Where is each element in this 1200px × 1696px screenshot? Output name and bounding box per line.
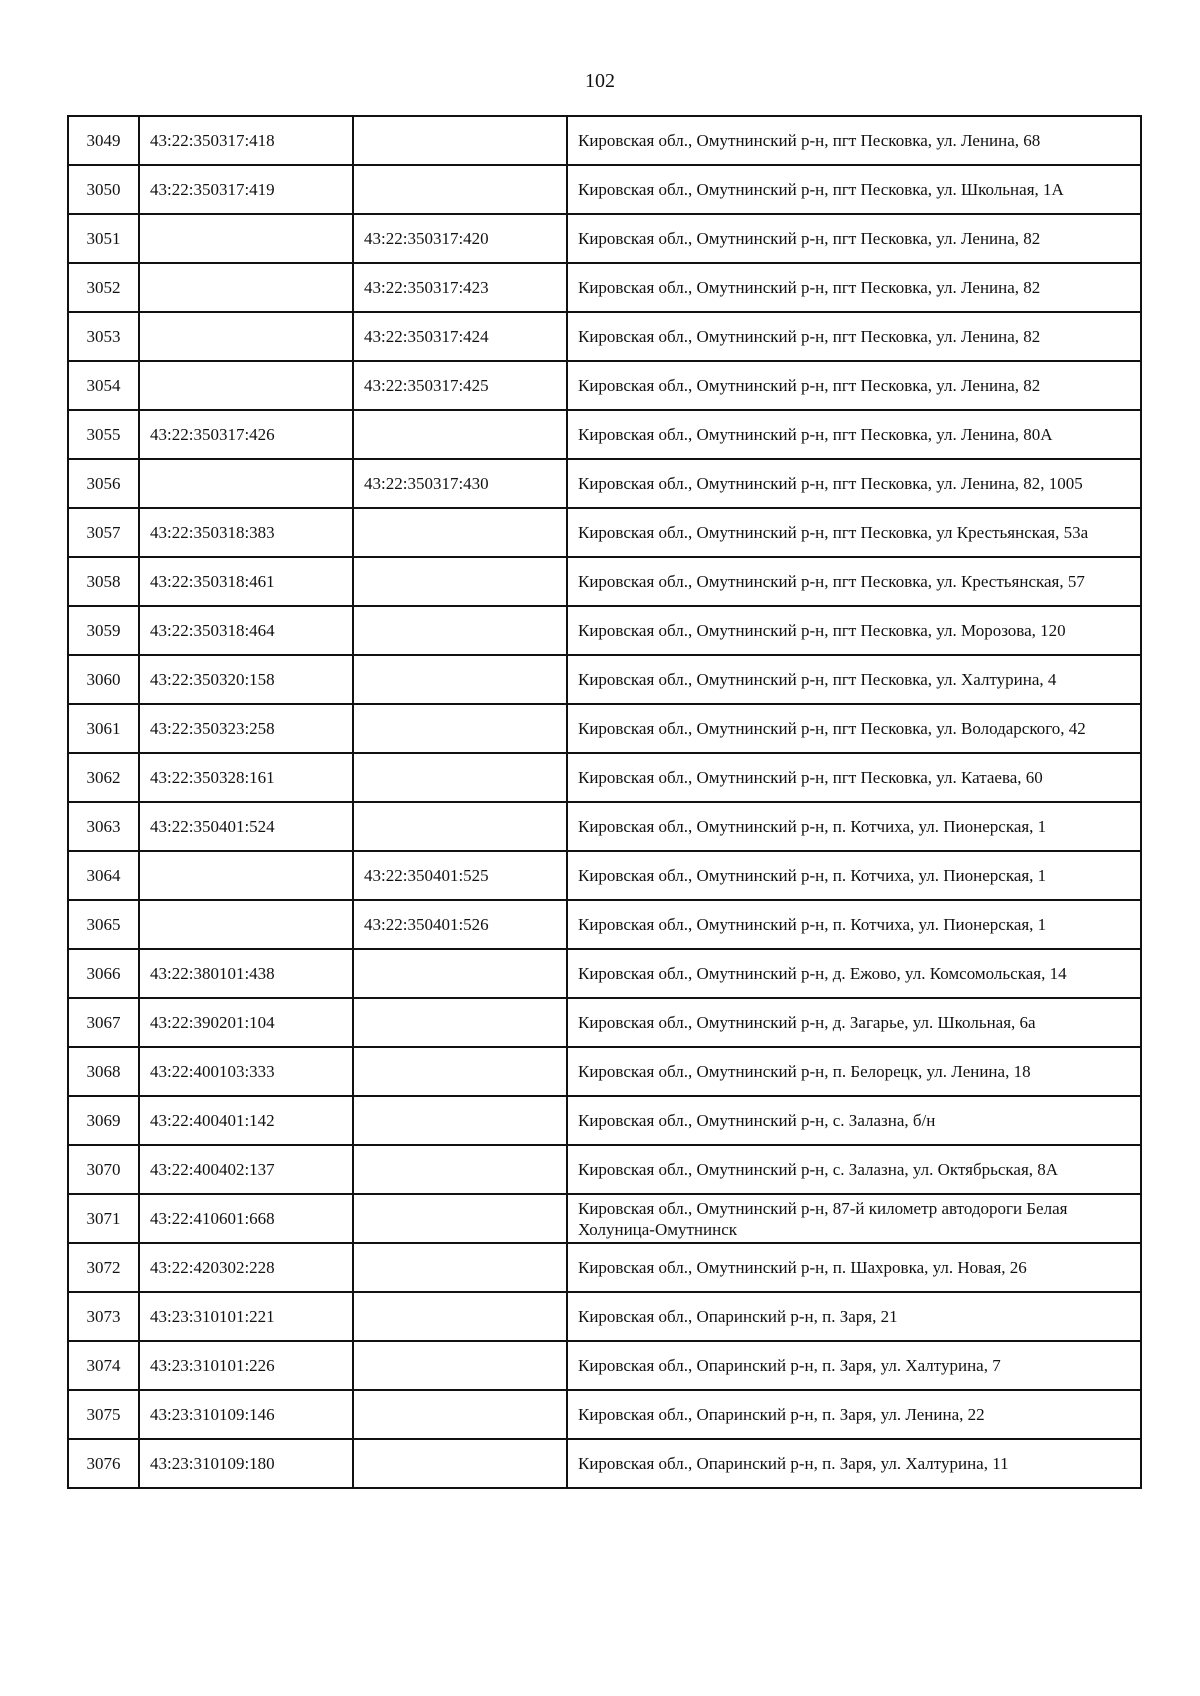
address-cell: Кировская обл., Омутнинский р-н, п. Шахровка, ул. Новая, 26 <box>567 1243 1141 1292</box>
row-number-cell: 3072 <box>68 1243 139 1292</box>
land-cadastral-number-cell: 43:22:350328:161 <box>139 753 353 802</box>
address-cell: Кировская обл., Опаринский р-н, п. Заря, ул. Ленина, 22 <box>567 1390 1141 1439</box>
address-cell: Кировская обл., Омутнинский р-н, д. Загарье, ул. Школьная, 6а <box>567 998 1141 1047</box>
row-number-cell: 3051 <box>68 214 139 263</box>
land-cadastral-number-cell <box>139 900 353 949</box>
land-cadastral-number-cell: 43:22:400103:333 <box>139 1047 353 1096</box>
row-number-cell: 3066 <box>68 949 139 998</box>
address-cell: Кировская обл., Омутнинский р-н, пгт Песковка, ул. Школьная, 1А <box>567 165 1141 214</box>
property-registry-table <box>67 115 1142 1489</box>
row-number-cell: 3059 <box>68 606 139 655</box>
row-number-cell: 3071 <box>68 1194 139 1243</box>
building-cadastral-number-cell <box>353 508 567 557</box>
address-cell: Кировская обл., Омутнинский р-н, пгт Песковка, ул. Морозова, 120 <box>567 606 1141 655</box>
building-cadastral-number-cell <box>353 802 567 851</box>
land-cadastral-number-cell: 43:22:350318:464 <box>139 606 353 655</box>
table-row <box>68 1341 1141 1390</box>
building-cadastral-number-cell <box>353 1243 567 1292</box>
building-cadastral-number-cell: 43:22:350401:526 <box>353 900 567 949</box>
land-cadastral-number-cell: 43:22:390201:104 <box>139 998 353 1047</box>
table-row <box>68 1194 1141 1243</box>
table-row <box>68 361 1141 410</box>
table-row <box>68 1047 1141 1096</box>
table-row <box>68 165 1141 214</box>
land-cadastral-number-cell: 43:22:400402:137 <box>139 1145 353 1194</box>
address-cell: Кировская обл., Омутнинский р-н, 87-й километр автодороги Белая Холуница-Омутнинск <box>567 1194 1141 1243</box>
address-cell: Кировская обл., Омутнинский р-н, п. Котчиха, ул. Пионерская, 1 <box>567 851 1141 900</box>
row-number-cell: 3054 <box>68 361 139 410</box>
building-cadastral-number-cell: 43:22:350317:424 <box>353 312 567 361</box>
land-cadastral-number-cell: 43:23:310101:226 <box>139 1341 353 1390</box>
row-number-cell: 3052 <box>68 263 139 312</box>
row-number-cell: 3060 <box>68 655 139 704</box>
table-row <box>68 214 1141 263</box>
table-row <box>68 1390 1141 1439</box>
land-cadastral-number-cell <box>139 361 353 410</box>
address-cell: Кировская обл., Омутнинский р-н, пгт Песковка, ул. Ленина, 82 <box>567 361 1141 410</box>
row-number-cell: 3064 <box>68 851 139 900</box>
building-cadastral-number-cell <box>353 998 567 1047</box>
table-row <box>68 508 1141 557</box>
row-number-cell: 3049 <box>68 116 139 165</box>
row-number-cell: 3058 <box>68 557 139 606</box>
building-cadastral-number-cell: 43:22:350317:423 <box>353 263 567 312</box>
address-cell: Кировская обл., Омутнинский р-н, п. Котчиха, ул. Пионерская, 1 <box>567 802 1141 851</box>
building-cadastral-number-cell <box>353 704 567 753</box>
address-cell: Кировская обл., Омутнинский р-н, с. Залазна, ул. Октябрьская, 8А <box>567 1145 1141 1194</box>
land-cadastral-number-cell: 43:22:380101:438 <box>139 949 353 998</box>
land-cadastral-number-cell <box>139 263 353 312</box>
address-cell: Кировская обл., Омутнинский р-н, пгт Песковка, ул. Ленина, 68 <box>567 116 1141 165</box>
land-cadastral-number-cell: 43:22:350317:419 <box>139 165 353 214</box>
row-number-cell: 3065 <box>68 900 139 949</box>
row-number-cell: 3062 <box>68 753 139 802</box>
land-cadastral-number-cell: 43:23:310109:180 <box>139 1439 353 1488</box>
table-row <box>68 655 1141 704</box>
table-row <box>68 1292 1141 1341</box>
row-number-cell: 3070 <box>68 1145 139 1194</box>
land-cadastral-number-cell: 43:22:400401:142 <box>139 1096 353 1145</box>
table-row <box>68 851 1141 900</box>
row-number-cell: 3053 <box>68 312 139 361</box>
table-row <box>68 1243 1141 1292</box>
building-cadastral-number-cell <box>353 606 567 655</box>
land-cadastral-number-cell: 43:22:410601:668 <box>139 1194 353 1243</box>
address-cell: Кировская обл., Опаринский р-н, п. Заря, ул. Халтурина, 11 <box>567 1439 1141 1488</box>
table-row <box>68 263 1141 312</box>
address-cell: Кировская обл., Опаринский р-н, п. Заря, ул. Халтурина, 7 <box>567 1341 1141 1390</box>
table-body <box>68 116 1141 1488</box>
table-row <box>68 312 1141 361</box>
building-cadastral-number-cell <box>353 1145 567 1194</box>
row-number-cell: 3063 <box>68 802 139 851</box>
address-cell: Кировская обл., Омутнинский р-н, д. Ежово, ул. Комсомольская, 14 <box>567 949 1141 998</box>
address-cell: Кировская обл., Омутнинский р-н, п. Котчиха, ул. Пионерская, 1 <box>567 900 1141 949</box>
row-number-cell: 3075 <box>68 1390 139 1439</box>
building-cadastral-number-cell <box>353 557 567 606</box>
land-cadastral-number-cell: 43:22:350317:418 <box>139 116 353 165</box>
land-cadastral-number-cell: 43:22:350318:383 <box>139 508 353 557</box>
table-row <box>68 459 1141 508</box>
address-cell: Кировская обл., Омутнинский р-н, пгт Песковка, ул. Халтурина, 4 <box>567 655 1141 704</box>
land-cadastral-number-cell <box>139 214 353 263</box>
row-number-cell: 3074 <box>68 1341 139 1390</box>
land-cadastral-number-cell: 43:23:310101:221 <box>139 1292 353 1341</box>
row-number-cell: 3067 <box>68 998 139 1047</box>
building-cadastral-number-cell <box>353 116 567 165</box>
row-number-cell: 3057 <box>68 508 139 557</box>
address-cell: Кировская обл., Опаринский р-н, п. Заря, 21 <box>567 1292 1141 1341</box>
address-cell: Кировская обл., Омутнинский р-н, пгт Песковка, ул. Катаева, 60 <box>567 753 1141 802</box>
building-cadastral-number-cell <box>353 1390 567 1439</box>
building-cadastral-number-cell <box>353 1096 567 1145</box>
building-cadastral-number-cell <box>353 1194 567 1243</box>
row-number-cell: 3061 <box>68 704 139 753</box>
table-row <box>68 1145 1141 1194</box>
building-cadastral-number-cell: 43:22:350401:525 <box>353 851 567 900</box>
table-row <box>68 704 1141 753</box>
building-cadastral-number-cell: 43:22:350317:420 <box>353 214 567 263</box>
table-row <box>68 949 1141 998</box>
address-cell: Кировская обл., Омутнинский р-н, пгт Песковка, ул. Крестьянская, 57 <box>567 557 1141 606</box>
building-cadastral-number-cell: 43:22:350317:430 <box>353 459 567 508</box>
row-number-cell: 3050 <box>68 165 139 214</box>
land-cadastral-number-cell <box>139 851 353 900</box>
table-row <box>68 606 1141 655</box>
address-cell: Кировская обл., Омутнинский р-н, пгт Песковка, ул. Володарского, 42 <box>567 704 1141 753</box>
land-cadastral-number-cell: 43:22:420302:228 <box>139 1243 353 1292</box>
table-row <box>68 410 1141 459</box>
address-cell: Кировская обл., Омутнинский р-н, п. Белорецк, ул. Ленина, 18 <box>567 1047 1141 1096</box>
building-cadastral-number-cell <box>353 1047 567 1096</box>
row-number-cell: 3056 <box>68 459 139 508</box>
table-row <box>68 802 1141 851</box>
table-row <box>68 1096 1141 1145</box>
row-number-cell: 3073 <box>68 1292 139 1341</box>
building-cadastral-number-cell <box>353 1341 567 1390</box>
row-number-cell: 3076 <box>68 1439 139 1488</box>
table-row <box>68 998 1141 1047</box>
address-cell: Кировская обл., Омутнинский р-н, с. Залазна, б/н <box>567 1096 1141 1145</box>
table-row <box>68 1439 1141 1488</box>
address-cell: Кировская обл., Омутнинский р-н, пгт Песковка, ул Крестьянская, 53а <box>567 508 1141 557</box>
building-cadastral-number-cell <box>353 1439 567 1488</box>
land-cadastral-number-cell: 43:22:350318:461 <box>139 557 353 606</box>
address-cell: Кировская обл., Омутнинский р-н, пгт Песковка, ул. Ленина, 82 <box>567 214 1141 263</box>
building-cadastral-number-cell <box>353 655 567 704</box>
land-cadastral-number-cell: 43:22:350323:258 <box>139 704 353 753</box>
land-cadastral-number-cell: 43:22:350401:524 <box>139 802 353 851</box>
land-cadastral-number-cell: 43:22:350320:158 <box>139 655 353 704</box>
building-cadastral-number-cell <box>353 165 567 214</box>
address-cell: Кировская обл., Омутнинский р-н, пгт Песковка, ул. Ленина, 82 <box>567 263 1141 312</box>
building-cadastral-number-cell <box>353 1292 567 1341</box>
address-cell: Кировская обл., Омутнинский р-н, пгт Песковка, ул. Ленина, 82 <box>567 312 1141 361</box>
building-cadastral-number-cell: 43:22:350317:425 <box>353 361 567 410</box>
land-cadastral-number-cell: 43:23:310109:146 <box>139 1390 353 1439</box>
row-number-cell: 3055 <box>68 410 139 459</box>
building-cadastral-number-cell <box>353 949 567 998</box>
address-cell: Кировская обл., Омутнинский р-н, пгт Песковка, ул. Ленина, 80А <box>567 410 1141 459</box>
row-number-cell: 3068 <box>68 1047 139 1096</box>
address-cell: Кировская обл., Омутнинский р-н, пгт Песковка, ул. Ленина, 82, 1005 <box>567 459 1141 508</box>
land-cadastral-number-cell: 43:22:350317:426 <box>139 410 353 459</box>
building-cadastral-number-cell <box>353 410 567 459</box>
page-number: 102 <box>585 70 615 92</box>
table-row <box>68 753 1141 802</box>
building-cadastral-number-cell <box>353 753 567 802</box>
table-row <box>68 557 1141 606</box>
table-row <box>68 900 1141 949</box>
table-row <box>68 116 1141 165</box>
land-cadastral-number-cell <box>139 459 353 508</box>
land-cadastral-number-cell <box>139 312 353 361</box>
row-number-cell: 3069 <box>68 1096 139 1145</box>
